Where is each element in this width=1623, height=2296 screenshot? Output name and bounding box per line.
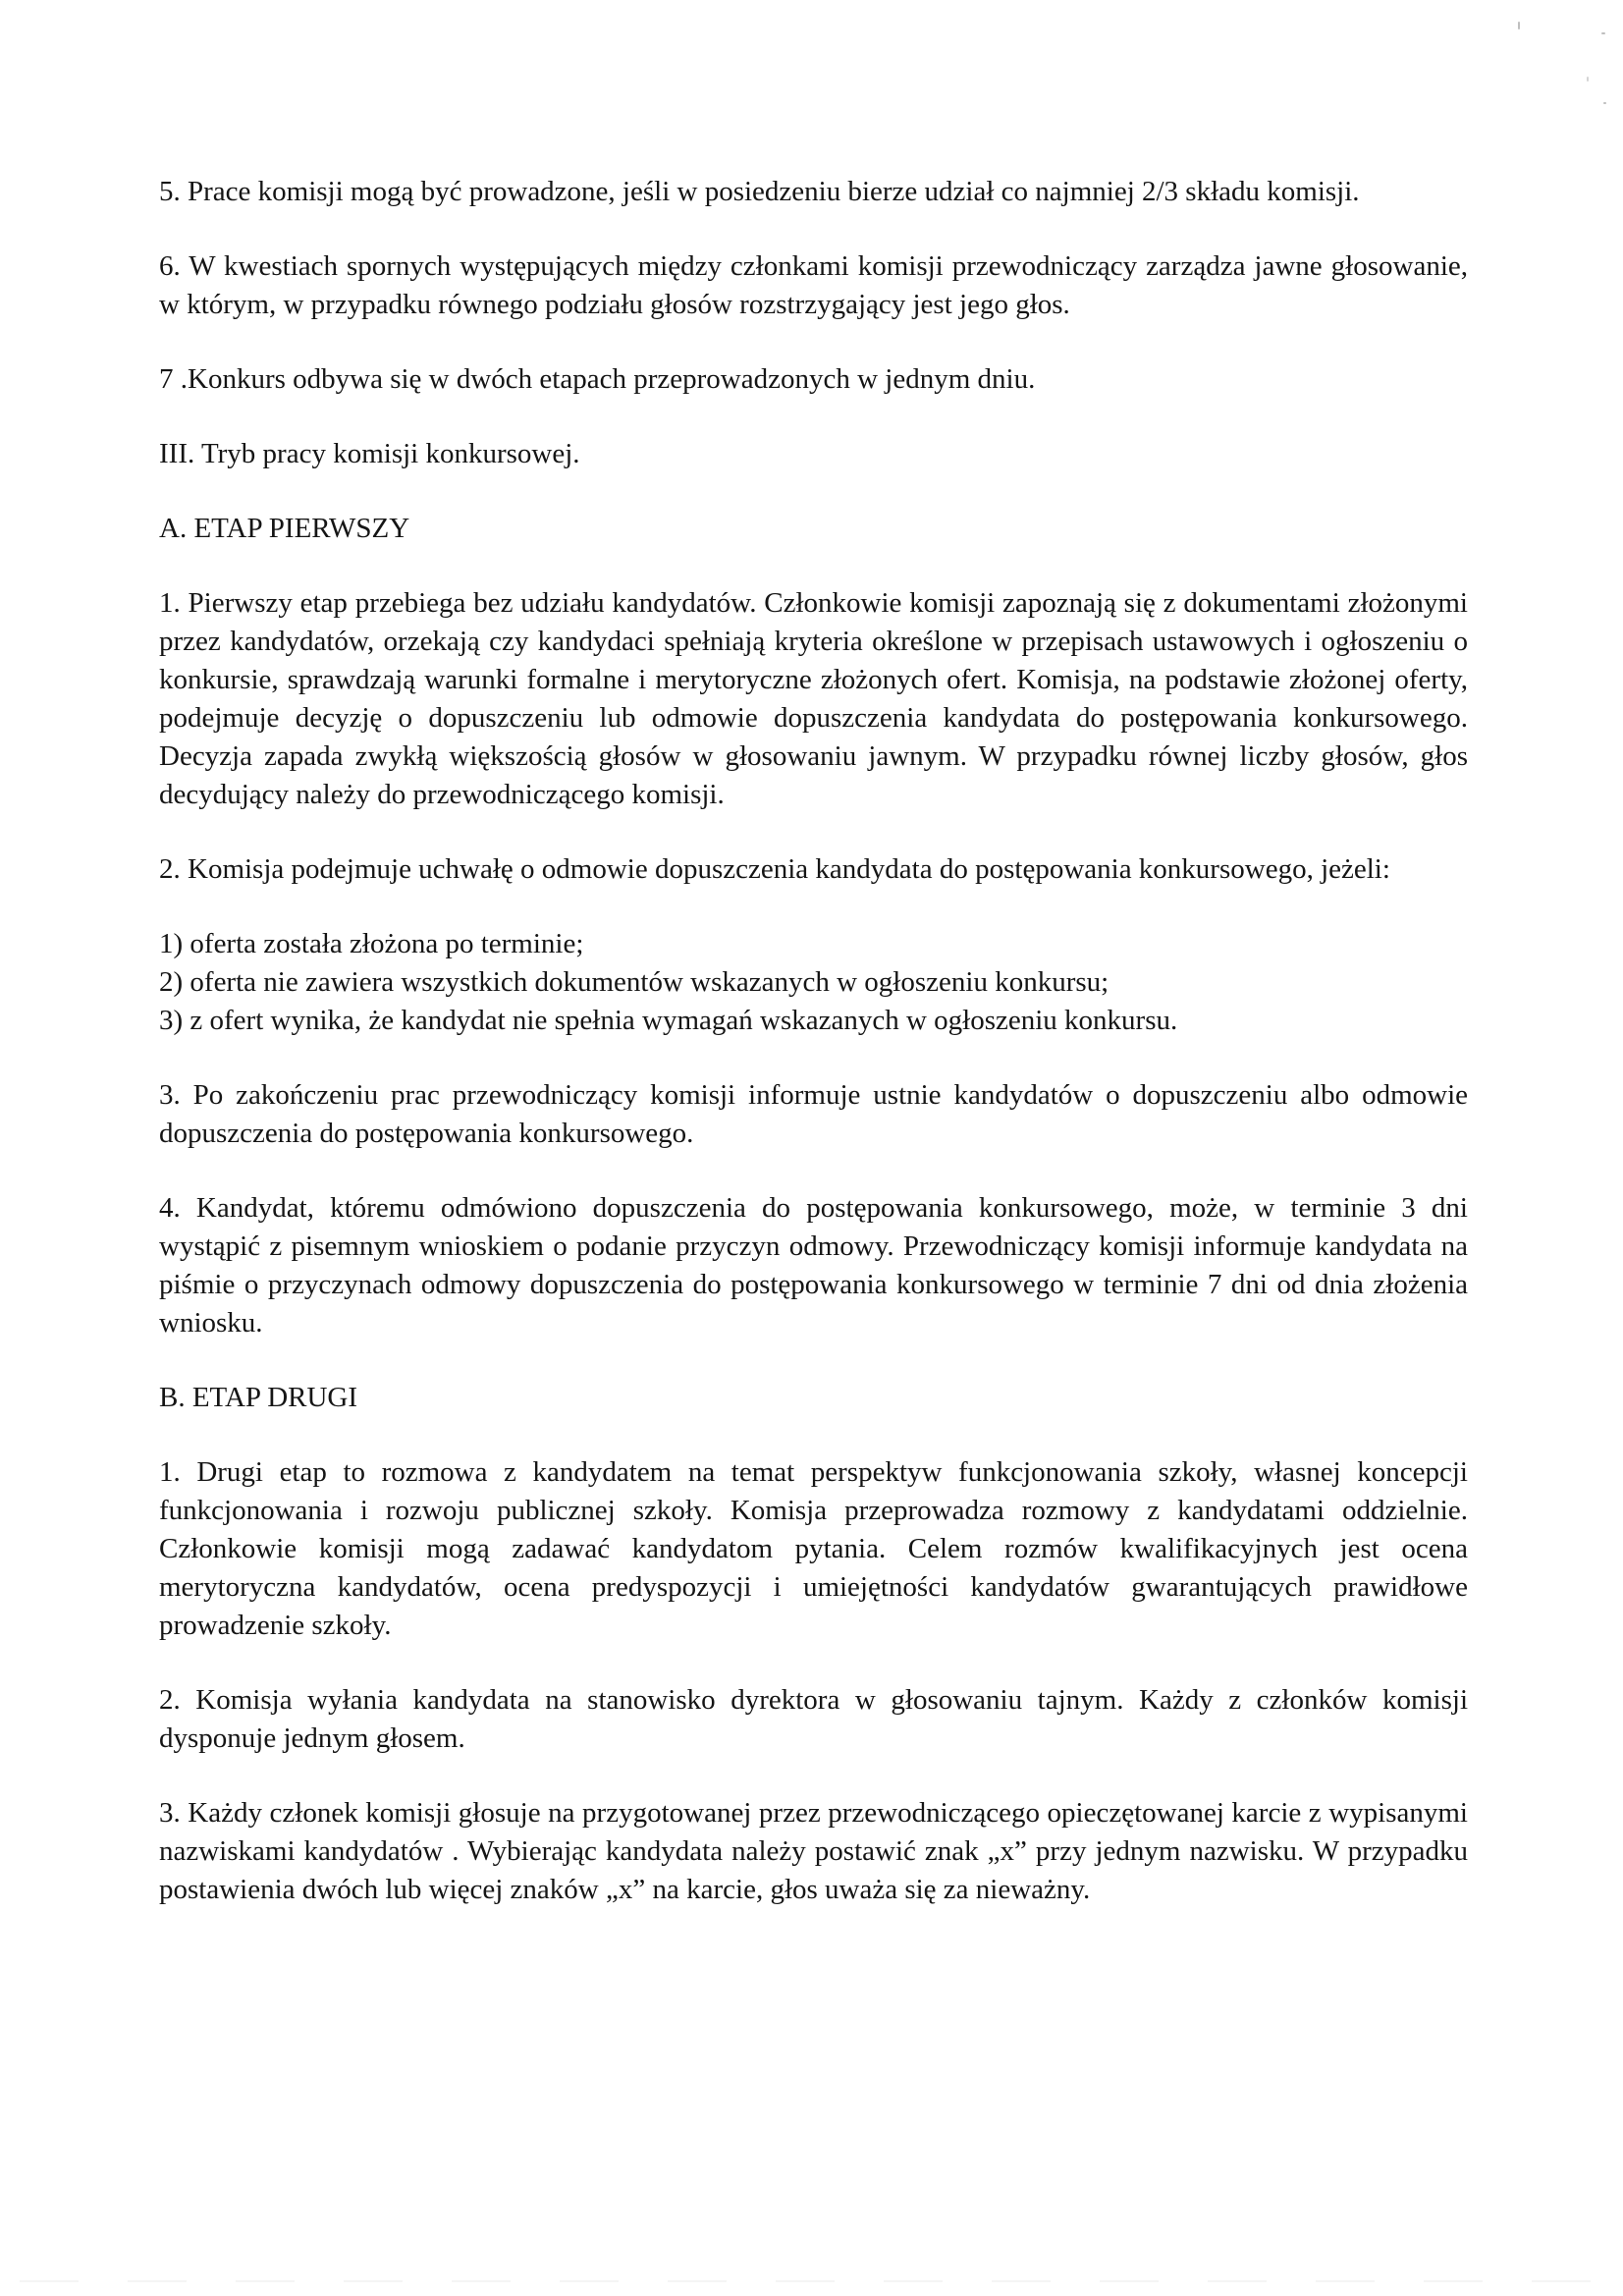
stage-a-paragraph-1: 1. Pierwszy etap przebiega bez udziału kandydatów. Członkowie komisji zapoznają się z dokumentami złożonymi przez kandydatów, orzekają czy kandydaci spełniają kryteria określone w przepisach ustawowych i ogłoszeniu o konkursie, sprawdzają warunki formalne i merytoryczne złożonych ofert. Komisja, na podstawie złożonej oferty, podejmuje decyzję o dopuszczeniu lub odmowie dopuszczenia kandydata do postępowania konkursowego. Decyzja zapada zwykłą większością głosów w głosowaniu jawnym. W przypadku równej liczby głosów, głos decydujący należy do przewodniczącego komisji. [159,587,1468,810]
stage-a-heading: A. ETAP PIERWSZY [159,513,410,544]
scan-noise-strip [20,2280,1600,2282]
stage-b-heading: B. ETAP DRUGI [159,1382,358,1413]
paragraph-7-stages: 7 .Konkurs odbywa się w dwóch etapach przeprowadzonych w jednym dniu. [159,363,1036,395]
stage-b-paragraph-1: 1. Drugi etap to rozmowa z kandydatem na temat perspektyw funkcjonowania szkoły, własnej koncepcji funkcjonowania i rozwoju publicznej szkoły. Komisja przeprowadza rozmowy z kandydatami oddzielnie. Członkowie komisji mogą zadawać kandydatom pytania. Celem rozmów kwalifikacyjnych jest ocena merytoryczna kandydatów, ocena predyspozycji i umiejętności kandydatów gwarantujących prawidłowe prowadzenie szkoły. [159,1456,1468,1641]
section-heading-iii: III. Tryb pracy komisji konkursowej. [159,438,580,469]
stage-a-paragraph-3: 3. Po zakończeniu prac przewodniczący komisji informuje ustnie kandydatów o dopuszczeniu albo odmowie dopuszczenia do postępowania konkursowego. [159,1079,1468,1149]
stage-a-paragraph-4: 4. Kandydat, któremu odmówiono dopuszczenia do postępowania konkursowego, może, w terminie 3 dni wystąpić z pisemnym wnioskiem o podanie przyczyn odmowy. Przewodniczący komisji informuje kandydata na piśmie o przyczynach odmowy dopuszczenia do postępowania konkursowego w terminie 7 dni od dnia złożenia wniosku. [159,1192,1468,1339]
list-item: 1) oferta została złożona po terminie; [159,928,584,959]
list-item: 2) oferta nie zawiera wszystkich dokumentów wskazanych w ogłoszeniu konkursu; [159,966,1109,998]
paragraph-6-disputes: 6. W kwestiach spornych występujących między członkami komisji przewodniczący zarządza jawne głosowanie, w którym, w przypadku równego podziału głosów rozstrzygający jest jego głos. [159,250,1468,320]
stage-b-paragraph-2: 2. Komisja wyłania kandydata na stanowisko dyrektora w głosowaniu tajnym. Każdy z członków komisji dysponuje jednym głosem. [159,1684,1468,1754]
paragraph-5-quorum: 5. Prace komisji mogą być prowadzone, jeśli w posiedzeniu bierze udział co najmniej 2/3 składu komisji. [159,176,1360,207]
list-item: 3) z ofert wynika, że kandydat nie spełnia wymagań wskazanych w ogłoszeniu konkursu. [159,1005,1178,1036]
scan-speck [1601,32,1605,34]
rejection-conditions-list [159,925,1468,1040]
scan-speck [1518,22,1520,29]
scan-speck [1587,77,1589,82]
stage-b-paragraph-3: 3. Każdy członek komisji głosuje na przygotowanej przez przewodniczącego opieczętowanej karcie z wypisanymi nazwiskami kandydatów . Wybierając kandydata należy postawić znak „x” przy jednym nazwisku. W przypadku postawienia dwóch lub więcej znaków „x” na karcie, głos uważa się za nieważny. [159,1797,1468,1905]
document-body [159,173,1468,1909]
stage-a-paragraph-2: 2. Komisja podejmuje uchwałę o odmowie dopuszczenia kandydata do postępowania konkursowego, jeżeli: [159,853,1390,885]
scan-speck [1603,102,1606,104]
